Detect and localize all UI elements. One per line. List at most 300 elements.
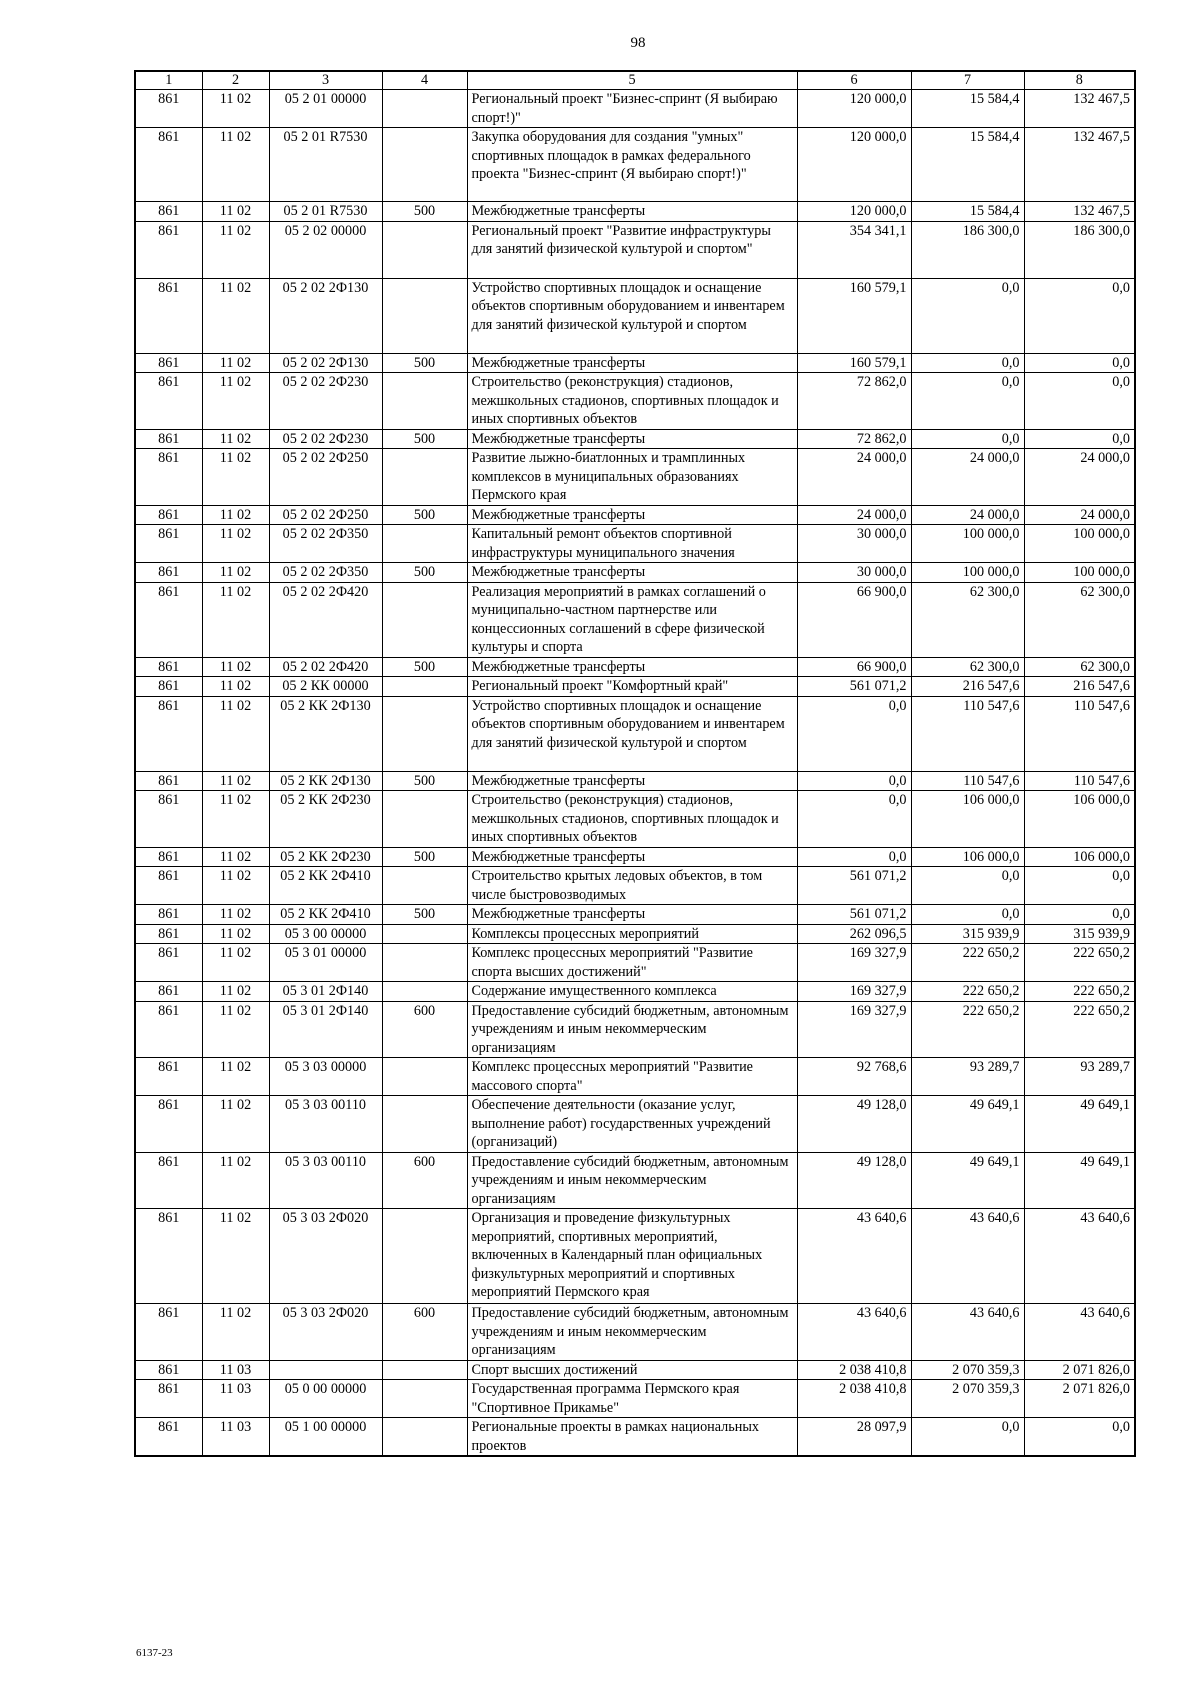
cell-target-article: 05 2 02 2Ф250 <box>269 449 382 506</box>
cell-amount-col6: 160 579,1 <box>797 278 911 353</box>
cell-agency: 861 <box>135 1209 202 1304</box>
cell-amount-col6: 2 038 410,8 <box>797 1380 911 1418</box>
cell-amount-col7: 49 649,1 <box>911 1096 1024 1153</box>
cell-amount-col6: 66 900,0 <box>797 657 911 677</box>
table-row <box>135 582 1135 657</box>
cell-description: Межбюджетные трансферты <box>467 563 797 583</box>
cell-amount-col7: 222 650,2 <box>911 1001 1024 1058</box>
cell-amount-col8: 222 650,2 <box>1024 1001 1135 1058</box>
cell-expense-type <box>382 221 467 278</box>
cell-amount-col6: 30 000,0 <box>797 563 911 583</box>
table-row <box>135 791 1135 848</box>
cell-amount-col7: 0,0 <box>911 353 1024 373</box>
cell-amount-col8: 0,0 <box>1024 905 1135 925</box>
cell-amount-col7: 24 000,0 <box>911 505 1024 525</box>
cell-amount-col8: 43 640,6 <box>1024 1209 1135 1304</box>
cell-amount-col8: 24 000,0 <box>1024 505 1135 525</box>
cell-agency: 861 <box>135 1001 202 1058</box>
cell-target-article: 05 3 00 00000 <box>269 924 382 944</box>
cell-section: 11 02 <box>202 202 269 222</box>
table-row <box>135 1360 1135 1380</box>
cell-description: Строительство крытых ледовых объектов, в том числе быстровозводимых <box>467 867 797 905</box>
budget-table <box>134 70 1136 1457</box>
cell-section: 11 02 <box>202 90 269 128</box>
cell-amount-col7: 0,0 <box>911 1418 1024 1457</box>
cell-target-article: 05 3 01 2Ф140 <box>269 982 382 1002</box>
table-row <box>135 505 1135 525</box>
cell-section: 11 03 <box>202 1360 269 1380</box>
cell-amount-col6: 169 327,9 <box>797 1001 911 1058</box>
cell-expense-type <box>382 128 467 202</box>
cell-agency: 861 <box>135 128 202 202</box>
cell-section: 11 02 <box>202 449 269 506</box>
cell-agency: 861 <box>135 771 202 791</box>
cell-amount-col8: 222 650,2 <box>1024 944 1135 982</box>
table-row <box>135 202 1135 222</box>
cell-amount-col8: 0,0 <box>1024 278 1135 353</box>
cell-amount-col6: 160 579,1 <box>797 353 911 373</box>
cell-target-article: 05 2 02 2Ф130 <box>269 353 382 373</box>
cell-agency: 861 <box>135 944 202 982</box>
cell-target-article: 05 3 01 00000 <box>269 944 382 982</box>
cell-description: Межбюджетные трансферты <box>467 771 797 791</box>
cell-description: Комплексы процессных мероприятий <box>467 924 797 944</box>
cell-description: Капитальный ремонт объектов спортивной инфраструктуры муниципального значения <box>467 525 797 563</box>
cell-target-article: 05 3 01 2Ф140 <box>269 1001 382 1058</box>
cell-section: 11 02 <box>202 924 269 944</box>
cell-amount-col6: 43 640,6 <box>797 1209 911 1304</box>
page-number: 98 <box>630 35 646 51</box>
cell-target-article: 05 3 03 00110 <box>269 1152 382 1209</box>
table-row <box>135 905 1135 925</box>
cell-target-article: 05 2 КК 2Ф410 <box>269 905 382 925</box>
cell-section: 11 02 <box>202 1001 269 1058</box>
table-row <box>135 1058 1135 1096</box>
cell-amount-col6: 169 327,9 <box>797 982 911 1002</box>
cell-amount-col6: 0,0 <box>797 791 911 848</box>
cell-description: Предоставление субсидий бюджетным, автономным учреждениям и иным некоммерческим организациям <box>467 1152 797 1209</box>
cell-amount-col8: 2 071 826,0 <box>1024 1380 1135 1418</box>
cell-amount-col7: 62 300,0 <box>911 657 1024 677</box>
cell-description: Развитие лыжно-биатлонных и трамплинных комплексов в муниципальных образованиях Пермского края <box>467 449 797 506</box>
cell-agency: 861 <box>135 90 202 128</box>
cell-description: Комплекс процессных мероприятий "Развитие спорта высших достижений" <box>467 944 797 982</box>
cell-target-article: 05 2 КК 2Ф230 <box>269 791 382 848</box>
cell-amount-col6: 92 768,6 <box>797 1058 911 1096</box>
table-row <box>135 525 1135 563</box>
cell-agency: 861 <box>135 505 202 525</box>
cell-expense-type: 500 <box>382 429 467 449</box>
cell-amount-col8: 0,0 <box>1024 373 1135 430</box>
cell-amount-col7: 0,0 <box>911 905 1024 925</box>
cell-amount-col8: 0,0 <box>1024 867 1135 905</box>
cell-agency: 861 <box>135 677 202 697</box>
cell-amount-col8: 100 000,0 <box>1024 563 1135 583</box>
cell-description: Региональный проект "Бизнес-спринт (Я выбираю спорт!)" <box>467 90 797 128</box>
cell-expense-type <box>382 924 467 944</box>
cell-section: 11 02 <box>202 563 269 583</box>
cell-description: Обеспечение деятельности (оказание услуг, выполнение работ) государственных учреждений (организаций) <box>467 1096 797 1153</box>
cell-target-article: 05 3 03 00000 <box>269 1058 382 1096</box>
cell-target-article: 05 0 00 00000 <box>269 1380 382 1418</box>
cell-agency: 861 <box>135 1304 202 1361</box>
cell-expense-type <box>382 1096 467 1153</box>
cell-target-article: 05 2 02 2Ф230 <box>269 373 382 430</box>
cell-section: 11 02 <box>202 677 269 697</box>
table-row <box>135 1001 1135 1058</box>
cell-target-article: 05 2 02 2Ф420 <box>269 582 382 657</box>
cell-expense-type: 500 <box>382 905 467 925</box>
cell-description: Устройство спортивных площадок и оснащение объектов спортивным оборудованием и инвентарем для занятий физической культурой и спортом <box>467 696 797 771</box>
cell-target-article: 05 2 02 2Ф250 <box>269 505 382 525</box>
cell-amount-col6: 66 900,0 <box>797 582 911 657</box>
cell-amount-col6: 0,0 <box>797 847 911 867</box>
cell-expense-type: 500 <box>382 202 467 222</box>
cell-agency: 861 <box>135 1380 202 1418</box>
header-cell: 4 <box>382 71 467 90</box>
cell-amount-col7: 2 070 359,3 <box>911 1380 1024 1418</box>
cell-agency: 861 <box>135 429 202 449</box>
cell-expense-type: 500 <box>382 847 467 867</box>
table-row <box>135 847 1135 867</box>
table-row <box>135 1209 1135 1304</box>
cell-agency: 861 <box>135 1418 202 1457</box>
cell-amount-col8: 0,0 <box>1024 353 1135 373</box>
cell-description: Спорт высших достижений <box>467 1360 797 1380</box>
table-row <box>135 1152 1135 1209</box>
cell-amount-col6: 28 097,9 <box>797 1418 911 1457</box>
table-row <box>135 221 1135 278</box>
cell-agency: 861 <box>135 1152 202 1209</box>
cell-amount-col7: 106 000,0 <box>911 791 1024 848</box>
cell-section: 11 02 <box>202 696 269 771</box>
table-row <box>135 429 1135 449</box>
cell-amount-col7: 0,0 <box>911 867 1024 905</box>
table-row <box>135 373 1135 430</box>
cell-section: 11 02 <box>202 1304 269 1361</box>
cell-amount-col7: 93 289,7 <box>911 1058 1024 1096</box>
table-row <box>135 657 1135 677</box>
cell-agency: 861 <box>135 924 202 944</box>
cell-amount-col7: 49 649,1 <box>911 1152 1024 1209</box>
cell-section: 11 02 <box>202 221 269 278</box>
cell-section: 11 02 <box>202 128 269 202</box>
cell-description: Содержание имущественного комплекса <box>467 982 797 1002</box>
cell-agency: 861 <box>135 905 202 925</box>
cell-agency: 861 <box>135 582 202 657</box>
cell-description: Предоставление субсидий бюджетным, автономным учреждениям и иным некоммерческим организациям <box>467 1304 797 1361</box>
table-row <box>135 353 1135 373</box>
cell-description: Межбюджетные трансферты <box>467 905 797 925</box>
table-row <box>135 1304 1135 1361</box>
cell-amount-col7: 2 070 359,3 <box>911 1360 1024 1380</box>
cell-agency: 861 <box>135 1360 202 1380</box>
header-row <box>135 71 1135 90</box>
cell-amount-col8: 93 289,7 <box>1024 1058 1135 1096</box>
cell-amount-col6: 0,0 <box>797 696 911 771</box>
cell-amount-col7: 43 640,6 <box>911 1209 1024 1304</box>
cell-amount-col6: 72 862,0 <box>797 373 911 430</box>
cell-agency: 861 <box>135 847 202 867</box>
cell-section: 11 02 <box>202 278 269 353</box>
cell-section: 11 02 <box>202 982 269 1002</box>
table-row <box>135 982 1135 1002</box>
cell-amount-col7: 100 000,0 <box>911 563 1024 583</box>
cell-amount-col8: 222 650,2 <box>1024 982 1135 1002</box>
table-row <box>135 1096 1135 1153</box>
cell-expense-type: 600 <box>382 1001 467 1058</box>
cell-amount-col8: 0,0 <box>1024 1418 1135 1457</box>
cell-description: Региональные проекты в рамках национальных проектов <box>467 1418 797 1457</box>
cell-amount-col8: 49 649,1 <box>1024 1096 1135 1153</box>
cell-description: Региональный проект "Развитие инфраструктуры для занятий физической культурой и спортом" <box>467 221 797 278</box>
cell-amount-col8: 24 000,0 <box>1024 449 1135 506</box>
cell-amount-col8: 106 000,0 <box>1024 791 1135 848</box>
cell-target-article <box>269 1360 382 1380</box>
cell-agency: 861 <box>135 221 202 278</box>
cell-amount-col8: 216 547,6 <box>1024 677 1135 697</box>
cell-section: 11 02 <box>202 847 269 867</box>
cell-amount-col7: 0,0 <box>911 278 1024 353</box>
table-row <box>135 128 1135 202</box>
cell-expense-type <box>382 867 467 905</box>
cell-amount-col7: 315 939,9 <box>911 924 1024 944</box>
cell-amount-col7: 15 584,4 <box>911 128 1024 202</box>
cell-agency: 861 <box>135 867 202 905</box>
table-row <box>135 696 1135 771</box>
cell-amount-col6: 0,0 <box>797 771 911 791</box>
table-row <box>135 867 1135 905</box>
cell-section: 11 02 <box>202 1152 269 1209</box>
cell-target-article: 05 2 02 2Ф350 <box>269 525 382 563</box>
cell-target-article: 05 2 КК 2Ф130 <box>269 696 382 771</box>
cell-amount-col7: 186 300,0 <box>911 221 1024 278</box>
cell-amount-col8: 110 547,6 <box>1024 771 1135 791</box>
cell-amount-col7: 222 650,2 <box>911 982 1024 1002</box>
header-cell: 1 <box>135 71 202 90</box>
cell-section: 11 02 <box>202 525 269 563</box>
cell-amount-col7: 216 547,6 <box>911 677 1024 697</box>
cell-expense-type <box>382 582 467 657</box>
table-row <box>135 278 1135 353</box>
cell-target-article: 05 2 02 2Ф350 <box>269 563 382 583</box>
cell-target-article: 05 2 01 R7530 <box>269 128 382 202</box>
cell-section: 11 02 <box>202 373 269 430</box>
cell-agency: 861 <box>135 353 202 373</box>
cell-agency: 861 <box>135 525 202 563</box>
cell-target-article: 05 2 КК 2Ф410 <box>269 867 382 905</box>
cell-amount-col7: 24 000,0 <box>911 449 1024 506</box>
cell-expense-type <box>382 696 467 771</box>
cell-section: 11 03 <box>202 1380 269 1418</box>
cell-description: Строительство (реконструкция) стадионов, межшкольных стадионов, спортивных площадок и иных спортивных объектов <box>467 373 797 430</box>
cell-target-article: 05 2 01 00000 <box>269 90 382 128</box>
cell-target-article: 05 2 02 2Ф230 <box>269 429 382 449</box>
cell-section: 11 02 <box>202 1096 269 1153</box>
cell-expense-type <box>382 525 467 563</box>
cell-amount-col6: 561 071,2 <box>797 677 911 697</box>
cell-section: 11 02 <box>202 1058 269 1096</box>
cell-amount-col7: 0,0 <box>911 429 1024 449</box>
cell-description: Межбюджетные трансферты <box>467 202 797 222</box>
cell-agency: 861 <box>135 1058 202 1096</box>
cell-amount-col7: 100 000,0 <box>911 525 1024 563</box>
cell-section: 11 02 <box>202 791 269 848</box>
cell-agency: 861 <box>135 373 202 430</box>
table-row <box>135 944 1135 982</box>
cell-description: Межбюджетные трансферты <box>467 353 797 373</box>
cell-amount-col6: 120 000,0 <box>797 202 911 222</box>
cell-description: Региональный проект "Комфортный край" <box>467 677 797 697</box>
cell-amount-col6: 120 000,0 <box>797 128 911 202</box>
cell-description: Государственная программа Пермского края "Спортивное Прикамье" <box>467 1380 797 1418</box>
cell-expense-type <box>382 1418 467 1457</box>
cell-amount-col8: 62 300,0 <box>1024 657 1135 677</box>
cell-amount-col6: 354 341,1 <box>797 221 911 278</box>
cell-agency: 861 <box>135 1096 202 1153</box>
cell-expense-type: 500 <box>382 563 467 583</box>
table-row <box>135 1380 1135 1418</box>
cell-amount-col8: 43 640,6 <box>1024 1304 1135 1361</box>
header-cell: 2 <box>202 71 269 90</box>
cell-agency: 861 <box>135 278 202 353</box>
cell-amount-col7: 110 547,6 <box>911 771 1024 791</box>
cell-section: 11 02 <box>202 429 269 449</box>
cell-section: 11 02 <box>202 1209 269 1304</box>
cell-target-article: 05 2 КК 2Ф130 <box>269 771 382 791</box>
cell-expense-type <box>382 791 467 848</box>
table-row <box>135 677 1135 697</box>
table-row <box>135 449 1135 506</box>
cell-description: Организация и проведение физкультурных мероприятий, спортивных мероприятий, включенных в Календарный план официальных физкультурных мероприятий и спортивных мероприятий Пермского края <box>467 1209 797 1304</box>
cell-description: Строительство (реконструкция) стадионов, межшкольных стадионов, спортивных площадок и иных спортивных объектов <box>467 791 797 848</box>
cell-amount-col7: 106 000,0 <box>911 847 1024 867</box>
cell-expense-type <box>382 373 467 430</box>
cell-amount-col8: 186 300,0 <box>1024 221 1135 278</box>
header-cell: 8 <box>1024 71 1135 90</box>
cell-description: Межбюджетные трансферты <box>467 505 797 525</box>
cell-target-article: 05 2 02 2Ф130 <box>269 278 382 353</box>
cell-agency: 861 <box>135 563 202 583</box>
header-cell: 5 <box>467 71 797 90</box>
cell-description: Межбюджетные трансферты <box>467 847 797 867</box>
table-body <box>135 90 1135 1457</box>
cell-target-article: 05 3 03 2Ф020 <box>269 1209 382 1304</box>
cell-expense-type: 600 <box>382 1304 467 1361</box>
cell-amount-col8: 315 939,9 <box>1024 924 1135 944</box>
cell-amount-col8: 2 071 826,0 <box>1024 1360 1135 1380</box>
cell-amount-col6: 43 640,6 <box>797 1304 911 1361</box>
cell-target-article: 05 3 03 00110 <box>269 1096 382 1153</box>
cell-agency: 861 <box>135 982 202 1002</box>
cell-amount-col6: 49 128,0 <box>797 1152 911 1209</box>
cell-section: 11 02 <box>202 867 269 905</box>
table-row <box>135 1418 1135 1457</box>
cell-amount-col8: 100 000,0 <box>1024 525 1135 563</box>
cell-agency: 861 <box>135 657 202 677</box>
cell-agency: 861 <box>135 202 202 222</box>
cell-amount-col7: 0,0 <box>911 373 1024 430</box>
cell-description: Реализация мероприятий в рамках соглашений о муниципально-частном партнерстве или концессионных соглашений в сфере физической культуры и спорта <box>467 582 797 657</box>
table-row <box>135 771 1135 791</box>
cell-expense-type: 500 <box>382 353 467 373</box>
cell-amount-col7: 43 640,6 <box>911 1304 1024 1361</box>
cell-amount-col6: 24 000,0 <box>797 449 911 506</box>
cell-amount-col6: 561 071,2 <box>797 905 911 925</box>
header-cell: 7 <box>911 71 1024 90</box>
cell-amount-col7: 15 584,4 <box>911 90 1024 128</box>
cell-section: 11 02 <box>202 944 269 982</box>
cell-amount-col7: 15 584,4 <box>911 202 1024 222</box>
cell-amount-col8: 132 467,5 <box>1024 128 1135 202</box>
cell-amount-col8: 110 547,6 <box>1024 696 1135 771</box>
cell-amount-col6: 262 096,5 <box>797 924 911 944</box>
cell-expense-type <box>382 1360 467 1380</box>
cell-agency: 861 <box>135 449 202 506</box>
cell-amount-col6: 169 327,9 <box>797 944 911 982</box>
cell-amount-col8: 106 000,0 <box>1024 847 1135 867</box>
cell-expense-type <box>382 449 467 506</box>
cell-amount-col8: 49 649,1 <box>1024 1152 1135 1209</box>
header-cell: 6 <box>797 71 911 90</box>
cell-expense-type <box>382 1209 467 1304</box>
cell-amount-col6: 30 000,0 <box>797 525 911 563</box>
cell-description: Межбюджетные трансферты <box>467 429 797 449</box>
cell-target-article: 05 2 КК 2Ф230 <box>269 847 382 867</box>
cell-section: 11 02 <box>202 582 269 657</box>
cell-section: 11 02 <box>202 353 269 373</box>
header-cell: 3 <box>269 71 382 90</box>
cell-expense-type: 600 <box>382 1152 467 1209</box>
cell-target-article: 05 2 02 2Ф420 <box>269 657 382 677</box>
cell-target-article: 05 3 03 2Ф020 <box>269 1304 382 1361</box>
table-row <box>135 90 1135 128</box>
cell-amount-col8: 0,0 <box>1024 429 1135 449</box>
cell-amount-col6: 120 000,0 <box>797 90 911 128</box>
cell-section: 11 03 <box>202 1418 269 1457</box>
cell-amount-col6: 561 071,2 <box>797 867 911 905</box>
cell-expense-type: 500 <box>382 657 467 677</box>
cell-amount-col7: 110 547,6 <box>911 696 1024 771</box>
cell-section: 11 02 <box>202 657 269 677</box>
cell-amount-col6: 2 038 410,8 <box>797 1360 911 1380</box>
cell-expense-type: 500 <box>382 505 467 525</box>
cell-amount-col7: 222 650,2 <box>911 944 1024 982</box>
cell-description: Межбюджетные трансферты <box>467 657 797 677</box>
cell-amount-col8: 132 467,5 <box>1024 90 1135 128</box>
cell-expense-type: 500 <box>382 771 467 791</box>
cell-expense-type <box>382 982 467 1002</box>
cell-target-article: 05 2 02 00000 <box>269 221 382 278</box>
cell-target-article: 05 1 00 00000 <box>269 1418 382 1457</box>
cell-description: Устройство спортивных площадок и оснащение объектов спортивным оборудованием и инвентарем для занятий физической культурой и спортом <box>467 278 797 353</box>
cell-amount-col7: 62 300,0 <box>911 582 1024 657</box>
cell-expense-type <box>382 944 467 982</box>
cell-amount-col8: 132 467,5 <box>1024 202 1135 222</box>
cell-expense-type <box>382 1380 467 1418</box>
document-code: 6137-23 <box>136 1647 173 1659</box>
cell-agency: 861 <box>135 791 202 848</box>
cell-amount-col6: 49 128,0 <box>797 1096 911 1153</box>
cell-section: 11 02 <box>202 771 269 791</box>
table-row <box>135 563 1135 583</box>
cell-amount-col6: 24 000,0 <box>797 505 911 525</box>
cell-target-article: 05 2 КК 00000 <box>269 677 382 697</box>
cell-target-article: 05 2 01 R7530 <box>269 202 382 222</box>
cell-expense-type <box>382 1058 467 1096</box>
cell-agency: 861 <box>135 696 202 771</box>
cell-section: 11 02 <box>202 905 269 925</box>
